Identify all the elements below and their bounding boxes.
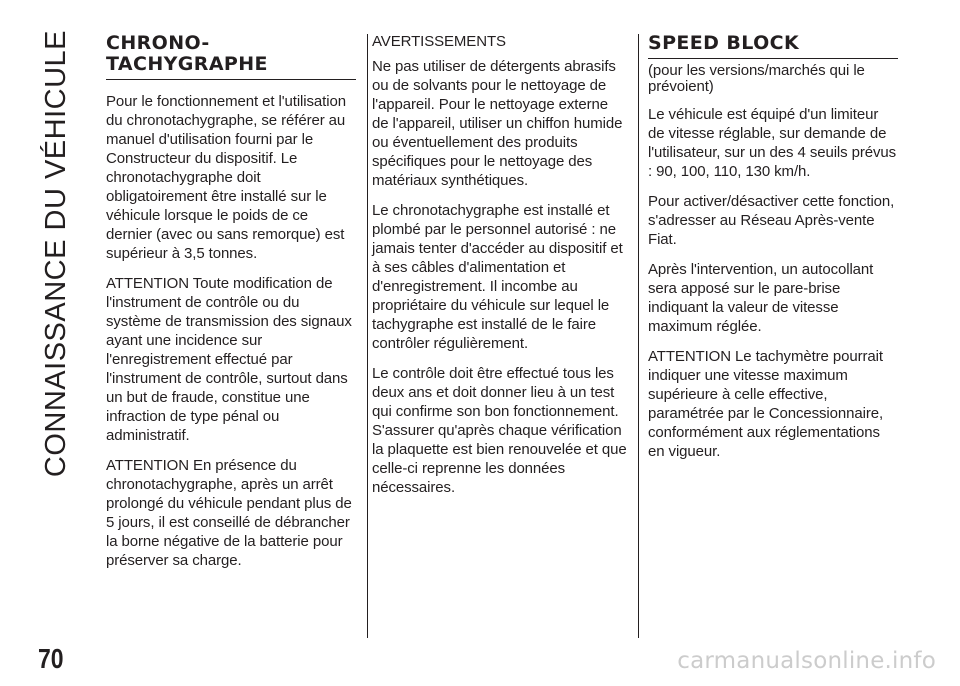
heading-chronotachygraphe-text: CHRONO- TACHYGRAPHE: [106, 32, 268, 75]
paragraph-chrono-2: ATTENTION Toute modification de l'instrument de contrôle ou du système de transmission des signaux ayant une incidence sur l'enregistrement effectué par l'instrument de contrôle, surtout dans un but de fraude, constitue une infraction de type pénal ou administratif.: [106, 275, 352, 444]
heading-block-speed-block: [648, 33, 898, 59]
paragraph-chrono-1: Pour le fonctionnement et l'utilisation du chronotachygraphe, se référer au manuel d'utilisation fourni par le Constructeur du dispositif. Le chronotachygraphe doit obligatoirement être installé sur le véhicule lorsque le poids de ce dernier (avec ou sans remorque) est supérieur à 3,5 tonnes.: [106, 93, 346, 262]
column-divider-right: [638, 34, 639, 638]
paragraph-avert-3: Le contrôle doit être effectué tous les deux ans et doit donner lieu à un test qui confirme son bon fonctionnement. S'assurer qu'après chaque vérification la plaquette est bien renouvelée et que celle-ci reprenne les données nécessaires.: [372, 365, 627, 496]
heading-block-chronotachygraphe: [106, 33, 356, 80]
column-chronotachygraphe: [106, 32, 358, 581]
paragraph-chrono-3: ATTENTION En présence du chronotachygraphe, après un arrêt prolongé du véhicule pendant plus de 5 jours, il est conseillé de débrancher la borne négative de la batterie pour préserver sa charge.: [106, 457, 352, 569]
section-title-text: CONNAISSANCE DU VÉHICULE: [39, 30, 72, 478]
heading-speed-block: SPEED BLOCK: [648, 33, 898, 59]
column-divider-left: [367, 34, 368, 638]
paragraph-speed-3: Après l'intervention, un autocollant sera apposé sur le pare-brise indiquant la valeur de vitesse maximum réglée.: [648, 261, 874, 335]
paragraph-speed-1: Le véhicule est équipé d'un limiteur de vitesse réglable, sur demande de l'utilisateur, sur un des 4 seuils prévus : 90, 100, 110, 130 km/h.: [648, 106, 897, 180]
page-number: 70: [38, 643, 64, 674]
label-avertissements: AVERTISSEMENTS: [372, 33, 506, 50]
paragraph-avert-2: Le chronotachygraphe est installé et plombé par le personnel autorisé : ne jamais tenter d'accéder au dispositif et à ses câbles d'alimentation et d'enregistrement. Il incombe au propriétaire du véhicule sur lequel le tachygraphe est installé de le faire contrôler régulièrement.: [372, 202, 623, 352]
column-avertissements: [372, 32, 628, 508]
paragraph-avert-1: Ne pas utiliser de détergents abrasifs ou de solvants pour le nettoyage de l'appareil. Pour le nettoyage externe de l'appareil, utiliser un chiffon humide ou éventuellement des produits spécifiques pour le nettoyage des matériaux synthétiques.: [372, 58, 623, 189]
note-versions-markets: (pour les versions/marchés qui le prévoient): [648, 62, 865, 95]
paragraph-speed-4: ATTENTION Le tachymètre pourrait indiquer une vitesse maximum supérieure à celle effective, paramétrée par le Concessionnaire, conformément aux réglementations en vigueur.: [648, 348, 884, 460]
watermark-text: carmanualsonline.info: [677, 648, 936, 674]
paragraph-speed-2: Pour activer/désactiver cette fonction, s'adresser au Réseau Après-vente Fiat.: [648, 193, 895, 248]
heading-chronotachygraphe: [106, 33, 356, 80]
section-title-vertical: [32, 30, 80, 478]
column-speed-block: [648, 32, 898, 472]
